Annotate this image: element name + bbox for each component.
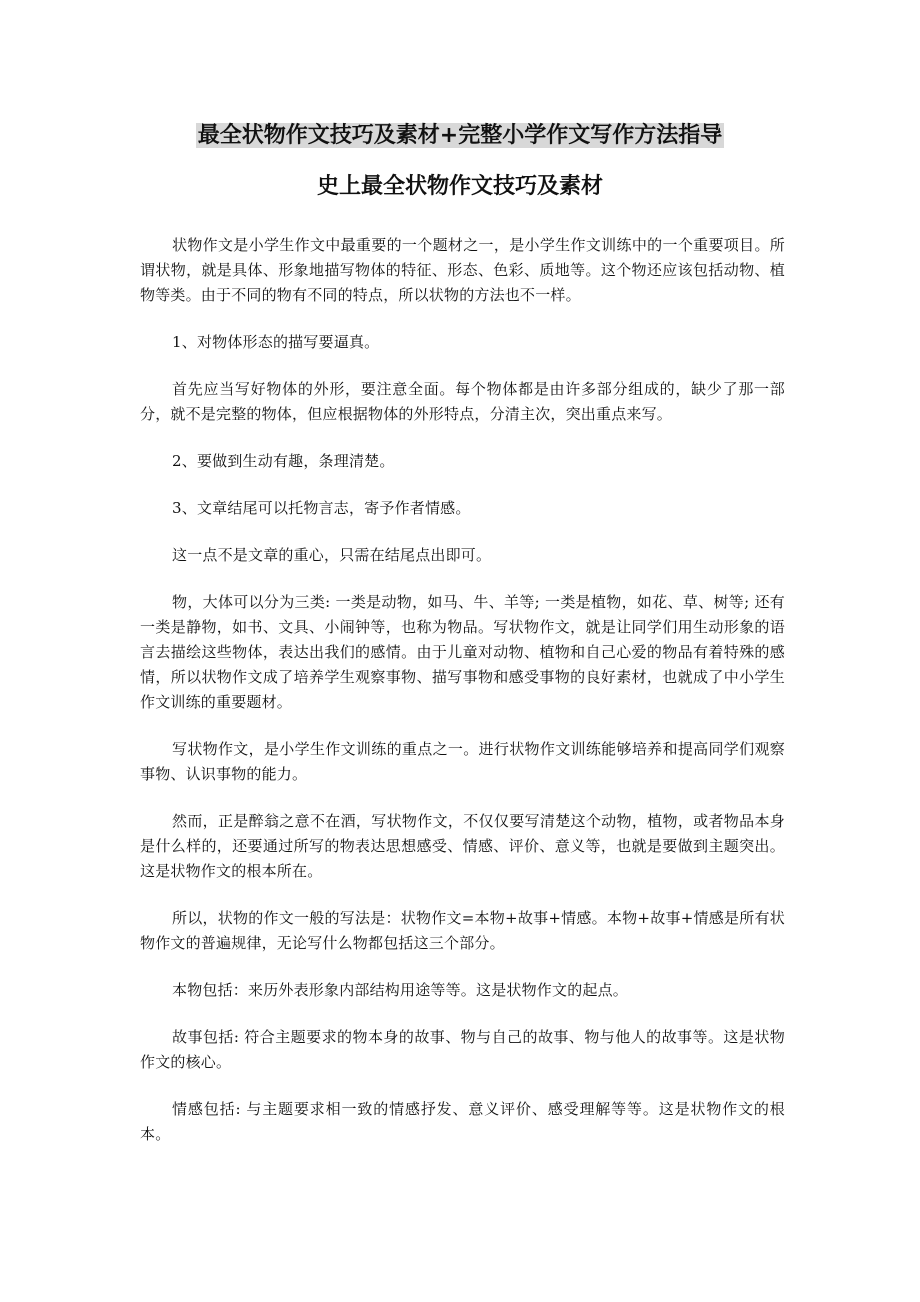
paragraph-point-1: 1、对物体形态的描写要逼真。 <box>172 333 380 351</box>
paragraph-story: 故事包括: 符合主题要求的物本身的故事、物与自己的故事、物与他人的故事等。这是状物作文的核心。 <box>140 1028 785 1071</box>
paragraph-formula: 所以，状物的作文一般的写法是：状物作文=本物+故事+情感。本物+故事+情感是所有状物作文的普遍规律，无论写什么物都包括这三个部分。 <box>140 909 785 952</box>
paragraph-intro: 状物作文是小学生作文中最重要的一个题材之一，是小学生作文训练中的一个重要项目。所谓状物，就是具体、形象地描写物体的特征、形态、色彩、质地等。这个物还应该包括动物、植物等类。由于不同的物有不同的特点，所以状物的方法也不一样。 <box>140 236 785 304</box>
paragraph-theme: 然而，正是醉翁之意不在酒，写状物作文，不仅仅要写清楚这个动物，植物，或者物品本身是什么样的，还要通过所写的物表达思想感受、情感、评价、意义等，也就是要做到主题突出。这是状物作文的根本所在。 <box>140 812 785 880</box>
paragraph-point-2: 2、要做到生动有趣，条理清楚。 <box>172 452 395 470</box>
document-body <box>140 233 785 1169</box>
paragraph-categories: 物，大体可以分为三类: 一类是动物，如马、牛、羊等; 一类是植物，如花、草、树等; 还有一类是静物，如书、文具、小闹钟等，也称为物品。写状物作文，就是让同学们用生动形象的语言去描绘这些物体，表达出我们的感情。由于儿童对动物、植物和自己心爱的物品有着特殊的感情，所以状物作文成了培养学生观察事物、描写事物和感受事物的良好素材，也就成了中小学生作文训练的重要题材。 <box>140 593 785 711</box>
paragraph-point-3-detail: 这一点不是文章的重心，只需在结尾点出即可。 <box>172 546 492 564</box>
paragraph-object: 本物包括：来历外表形象内部结构用途等等。这是状物作文的起点。 <box>172 981 629 999</box>
document-title-text: 最全状物作文技巧及素材+完整小学作文写作方法指导 <box>197 123 723 148</box>
document-title <box>0 121 920 151</box>
paragraph-point-3: 3、文章结尾可以托物言志，寄予作者情感。 <box>172 499 471 517</box>
paragraph-emotion: 情感包括: 与主题要求相一致的情感抒发、意义评价、感受理解等等。这是状物作文的根本。 <box>140 1100 785 1143</box>
paragraph-training: 写状物作文，是小学生作文训练的重点之一。进行状物作文训练能够培养和提高同学们观察事物、认识事物的能力。 <box>140 740 785 783</box>
document-subtitle: 史上最全状物作文技巧及素材 <box>316 174 603 199</box>
paragraph-point-1-detail: 首先应当写好物体的外形，要注意全面。每个物体都是由许多部分组成的，缺少了那一部分，就不是完整的物体，但应根据物体的外形特点，分清主次，突出重点来写。 <box>140 380 785 423</box>
